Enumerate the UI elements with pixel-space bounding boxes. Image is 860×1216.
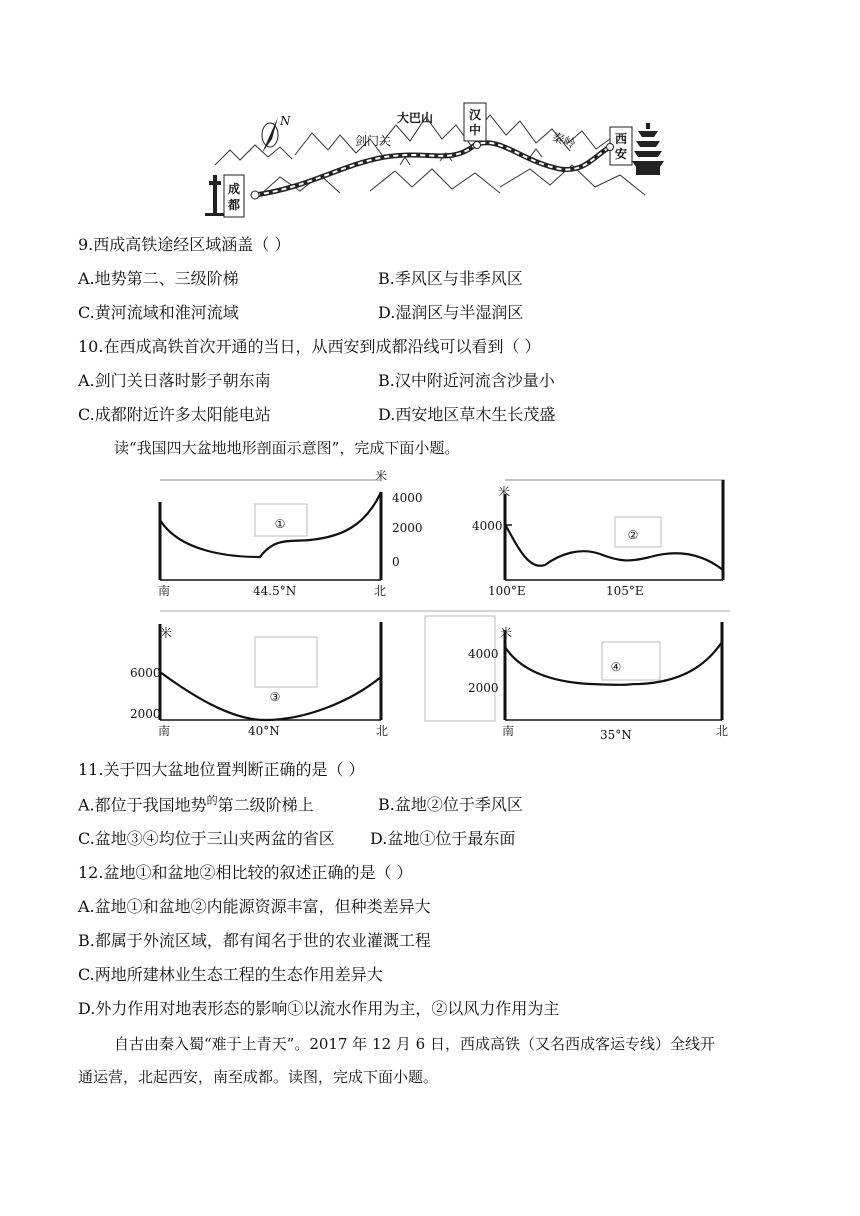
intro-rail-line1: 自古由秦入蜀“难于上青天”。2017 年 12 月 6 日，西成高铁（又名西成客运专线）全线开: [114, 1035, 715, 1053]
svg-text:北: 北: [376, 724, 389, 738]
q9-option-d: D.湿润区与半湿润区: [378, 303, 524, 322]
profile-3: [130, 622, 388, 738]
svg-text:4000: 4000: [468, 647, 499, 661]
svg-text:米: 米: [375, 469, 388, 483]
rail-route-map: [200, 95, 670, 225]
svg-text:40°N: 40°N: [248, 724, 280, 738]
q12-stem: 12.盆地①和盆地②相比较的叙述正确的是（ ）: [78, 863, 413, 882]
q12-option-c: C.两地所建林业生态工程的生态作用差异大: [78, 965, 383, 984]
svg-text:105°E: 105°E: [606, 584, 644, 598]
q11-option-a: A.都位于我国地势$^的$第二级阶梯上: [78, 794, 314, 815]
intro-rail-line2: 通运营，北起西安，南至成都。读图，完成下面小题。: [78, 1068, 439, 1086]
profile-4: [468, 622, 728, 742]
svg-text:6000: 6000: [130, 666, 161, 680]
q9-option-c: C.黄河流域和淮河流域: [78, 303, 239, 322]
svg-text:4000: 4000: [392, 491, 423, 505]
svg-text:2000: 2000: [392, 521, 423, 535]
q10-option-b: B.汉中附近河流含沙量小: [378, 371, 555, 390]
pagoda-icon: [632, 123, 664, 175]
svg-text:35°N: 35°N: [600, 728, 632, 742]
svg-text:N: N: [280, 114, 291, 128]
svg-text:北: 北: [716, 724, 729, 738]
intro-profiles: 读“我国四大盆地地形剖面示意图”，完成下面小题。: [114, 439, 460, 457]
q10-option-d: D.西安地区草木生长茂盛: [378, 405, 556, 424]
svg-text:2000: 2000: [468, 681, 499, 695]
svg-text:2000: 2000: [130, 707, 161, 721]
north-arrow-icon: [262, 114, 291, 153]
hanzhong-label: 汉中: [468, 108, 482, 137]
chengdu-tower-icon: [205, 175, 225, 216]
svg-text:②: ②: [627, 528, 639, 542]
q12-option-b: B.都属于外流区域，都有闻名于世的农业灌溉工程: [78, 931, 431, 950]
svg-text:44.5°N: 44.5°N: [253, 584, 297, 598]
q9-stem: 9.西成高铁途经区域涵盖（ ）: [78, 235, 291, 254]
qinling-label: 秦岭: [550, 129, 578, 152]
svg-text:③: ③: [269, 690, 281, 704]
xian-label: 西安: [614, 132, 628, 161]
q10-option-a: A.剑门关日落时影子朝东南: [78, 371, 271, 390]
q11-option-d: D.盆地①位于最东面: [370, 829, 516, 848]
q10-stem: 10.在西成高铁首次开通的当日，从西安到成都沿线可以看到（ ）: [78, 337, 541, 356]
profile-1: [158, 468, 423, 598]
svg-text:④: ④: [610, 660, 622, 674]
q11-stem: 11.关于四大盆地位置判断正确的是（ ）: [78, 760, 365, 779]
q9-option-a: A.地势第二、三级阶梯: [78, 269, 239, 288]
svg-text:米: 米: [498, 485, 511, 499]
q10-option-c: C.成都附近许多太阳能电站: [78, 405, 271, 424]
dabashan-label: 大巴山: [397, 111, 434, 125]
svg-text:北: 北: [374, 584, 387, 598]
profile-2: [472, 480, 725, 598]
svg-text:100°E: 100°E: [488, 584, 526, 598]
svg-text:4000: 4000: [472, 519, 503, 533]
basin-profiles-diagram: [120, 462, 740, 747]
svg-text:①: ①: [274, 517, 286, 531]
svg-text:南: 南: [158, 584, 171, 598]
svg-text:米: 米: [160, 626, 173, 640]
jianmen-label: 剑门关: [355, 134, 392, 148]
svg-text:南: 南: [158, 724, 171, 738]
chengdu-label: 成都: [227, 182, 241, 212]
q12-option-a: A.盆地①和盆地②内能源资源丰富，但种类差异大: [78, 897, 431, 916]
svg-text:南: 南: [502, 724, 515, 738]
q11-option-b: B.盆地②位于季风区: [378, 795, 523, 814]
q11-option-c: C.盆地③④均位于三山夹两盆的省区: [78, 829, 335, 848]
q12-option-d: D.外力作用对地表形态的影响①以流水作用为主，②以风力作用为主: [78, 999, 560, 1018]
q9-option-b: B.季风区与非季风区: [378, 269, 523, 288]
svg-text:0: 0: [392, 555, 400, 569]
svg-text:米: 米: [500, 626, 513, 640]
